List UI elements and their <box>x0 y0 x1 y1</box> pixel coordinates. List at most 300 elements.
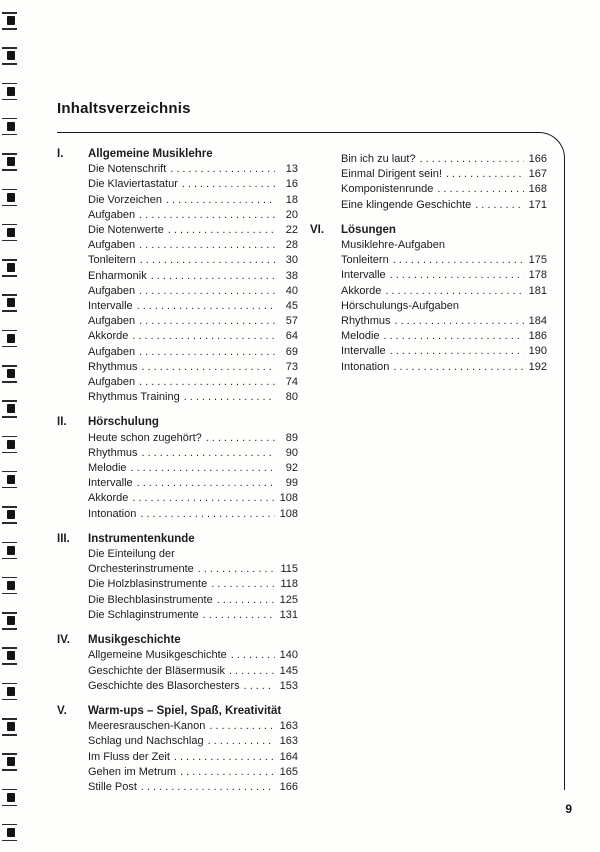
binding-top-line <box>2 824 17 826</box>
binding-wire-knot <box>7 298 15 307</box>
toc-entry <box>57 208 298 223</box>
binding-top-line <box>2 506 17 508</box>
binding-top-line <box>2 683 17 685</box>
dot-leader <box>437 182 524 197</box>
toc-entry <box>57 269 298 284</box>
dot-leader <box>139 238 275 253</box>
section-numeral: IV. <box>57 634 71 647</box>
dot-leader <box>203 608 275 623</box>
entry-page-number: 80 <box>285 391 298 404</box>
entry-page-number: 18 <box>285 193 298 206</box>
entry-page-number: 108 <box>279 492 298 505</box>
binding-wire-knot <box>7 87 15 96</box>
binding-wire-knot <box>7 193 15 202</box>
toc-entry <box>57 431 298 446</box>
dot-leader <box>139 208 275 223</box>
dot-leader <box>132 329 275 344</box>
entry-label: Schlag und Nachschlag <box>88 735 204 748</box>
entry-page-number: 171 <box>528 198 547 211</box>
binding-wire-knot <box>7 334 15 343</box>
section-heading: Instrumentenkunde <box>88 532 195 545</box>
binding-wire-knot <box>7 581 15 590</box>
entry-page-number: 186 <box>528 330 547 343</box>
spiral-binding-mark-icon <box>0 189 22 209</box>
binding-wire-knot <box>7 475 15 484</box>
binding-top-line <box>2 365 17 367</box>
entry-page-number: 13 <box>285 163 298 176</box>
toc-entry <box>57 476 298 491</box>
section-heading-row <box>57 532 298 547</box>
entry-page-number: 163 <box>279 720 298 733</box>
entry-page-number: 90 <box>285 446 298 459</box>
binding-top-line <box>2 612 17 614</box>
entry-label: Melodie <box>88 462 127 475</box>
toc-entry <box>310 360 547 375</box>
binding-bottom-line <box>2 240 17 242</box>
toc-entry <box>57 162 298 177</box>
toc-entry <box>57 299 298 314</box>
entry-page-number: 140 <box>279 649 298 662</box>
binding-bottom-line <box>2 416 17 418</box>
dot-leader <box>140 507 275 522</box>
binding-wire-knot <box>7 510 15 519</box>
binding-top-line <box>2 259 17 261</box>
section-heading: Hörschulung <box>88 416 159 429</box>
dot-leader <box>231 648 275 663</box>
entry-page-number: 16 <box>285 178 298 191</box>
binding-top-line <box>2 47 17 49</box>
binding-top-line <box>2 436 17 438</box>
dot-leader <box>151 269 275 284</box>
binding-top-line <box>2 647 17 649</box>
dot-leader <box>166 193 275 208</box>
spiral-binding-mark-icon <box>0 259 22 279</box>
dot-leader <box>446 167 524 182</box>
entry-page-number: 165 <box>279 765 298 778</box>
toc-entry <box>310 198 547 213</box>
spiral-binding-mark-icon <box>0 753 22 773</box>
toc-entry <box>310 152 547 167</box>
dot-leader <box>142 360 275 375</box>
toc-entry <box>57 193 298 208</box>
dot-leader <box>137 476 275 491</box>
entry-label: Aufgaben <box>88 315 136 328</box>
toc-right-column <box>310 152 547 375</box>
section-numeral: VI. <box>310 223 325 236</box>
dot-leader <box>170 162 275 177</box>
dot-leader <box>208 734 275 749</box>
binding-bottom-line <box>2 593 17 595</box>
binding-top-line <box>2 189 17 191</box>
entry-page-number: 167 <box>528 168 547 181</box>
entry-label: Aufgaben <box>88 376 136 389</box>
entry-label: Aufgaben <box>88 239 136 252</box>
entry-label: Die Vorzeichen <box>88 193 162 206</box>
entry-page-number: 145 <box>279 664 298 677</box>
binding-bottom-line <box>2 310 17 312</box>
binding-bottom-line <box>2 99 17 101</box>
entry-label: Eine klingende Geschichte <box>341 198 472 211</box>
entry-label: Stille Post <box>88 780 137 793</box>
binding-bottom-line <box>2 134 17 136</box>
dot-leader <box>139 375 275 390</box>
binding-wire-knot <box>7 651 15 660</box>
toc-entry <box>57 562 298 577</box>
entry-label: Gehen im Metrum <box>88 765 177 778</box>
entry-label: Tonleitern <box>341 254 389 267</box>
section-heading-row <box>310 223 547 238</box>
dot-leader <box>141 780 275 795</box>
dot-leader <box>131 461 275 476</box>
entry-page-number: 99 <box>285 477 298 490</box>
binding-bottom-line <box>2 381 17 383</box>
binding-wire-knot <box>7 228 15 237</box>
toc-entry <box>57 765 298 780</box>
entry-page-number: 74 <box>285 376 298 389</box>
binding-bottom-line <box>2 452 17 454</box>
toc-entry <box>310 284 547 299</box>
binding-bottom-line <box>2 522 17 524</box>
dot-leader <box>180 765 275 780</box>
toc-entry <box>57 491 298 506</box>
binding-bottom-line <box>2 346 17 348</box>
dot-leader <box>395 314 524 329</box>
entry-page-number: 131 <box>279 608 298 621</box>
entry-label: Intervalle <box>88 477 133 490</box>
dot-leader <box>198 562 275 577</box>
toc-entry <box>57 780 298 795</box>
dot-leader <box>139 284 275 299</box>
toc-section <box>57 633 298 694</box>
entry-page-number: 89 <box>285 431 298 444</box>
binding-wire-knot <box>7 263 15 272</box>
binding-wire-knot <box>7 51 15 60</box>
entry-page-number: 38 <box>285 269 298 282</box>
entry-label: Die Schlaginstrumente <box>88 608 199 621</box>
toc-entry <box>57 446 298 461</box>
section-heading: Lösungen <box>341 223 396 236</box>
dot-leader <box>244 679 275 694</box>
spiral-binding-mark-icon <box>0 471 22 491</box>
spiral-binding-mark-icon <box>0 506 22 526</box>
dot-leader <box>132 491 275 506</box>
entry-page-number: 22 <box>285 224 298 237</box>
binding-top-line <box>2 12 17 14</box>
dot-leader <box>217 593 275 608</box>
binding-bottom-line <box>2 734 17 736</box>
binding-bottom-line <box>2 805 17 807</box>
entry-page-number: 118 <box>280 578 298 591</box>
dot-leader <box>174 750 275 765</box>
spiral-binding-mark-icon <box>0 824 22 844</box>
entry-page-number: 175 <box>528 254 547 267</box>
binding-top-line <box>2 789 17 791</box>
dot-leader <box>211 577 275 592</box>
toc-section <box>310 152 547 213</box>
toc-section <box>57 704 298 795</box>
spiral-binding-mark-icon <box>0 577 22 597</box>
toc-entry <box>57 648 298 663</box>
spiral-binding <box>0 0 24 852</box>
binding-bottom-line <box>2 205 17 207</box>
toc-entry <box>57 461 298 476</box>
entry-page-number: 192 <box>528 360 547 373</box>
entry-label: Melodie <box>341 330 380 343</box>
spiral-binding-mark-icon <box>0 647 22 667</box>
entry-page-number: 166 <box>279 780 298 793</box>
toc-entry <box>57 360 298 375</box>
binding-bottom-line <box>2 558 17 560</box>
entry-label: Heute schon zugehört? <box>88 431 202 444</box>
page-title: Inhaltsverzeichnis <box>57 100 191 117</box>
dot-leader <box>390 268 524 283</box>
dot-leader <box>206 431 275 446</box>
toc-entry <box>57 679 298 694</box>
toc-entry <box>57 375 298 390</box>
entry-label: Die Holzblasinstrumente <box>88 578 208 591</box>
dot-leader <box>393 360 524 375</box>
section-numeral: I. <box>57 148 64 160</box>
entry-label: Rhythmus Training <box>88 391 180 404</box>
toc-entry <box>57 507 298 522</box>
dot-leader <box>420 152 524 167</box>
dot-leader <box>393 253 524 268</box>
dot-leader <box>182 177 275 192</box>
spiral-binding-mark-icon <box>0 12 22 32</box>
entry-page-number: 168 <box>528 183 547 196</box>
binding-bottom-line <box>2 663 17 665</box>
toc-entry <box>310 344 547 359</box>
entry-page-number: 73 <box>285 360 298 373</box>
binding-bottom-line <box>2 628 17 630</box>
toc-section <box>57 532 298 623</box>
binding-wire-knot <box>7 616 15 625</box>
toc-entry <box>57 329 298 344</box>
dot-leader <box>142 446 275 461</box>
binding-top-line <box>2 224 17 226</box>
entry-label: Musiklehre-Aufgaben <box>341 239 445 252</box>
entry-page-number: 57 <box>285 315 298 328</box>
toc-entry <box>310 299 547 314</box>
toc-entry <box>57 577 298 592</box>
spiral-binding-mark-icon <box>0 400 22 420</box>
dot-leader <box>384 329 524 344</box>
toc-entry <box>57 719 298 734</box>
binding-top-line <box>2 330 17 332</box>
spiral-binding-mark-icon <box>0 83 22 103</box>
toc-entry <box>310 253 547 268</box>
toc-entry <box>57 284 298 299</box>
toc-entry <box>310 329 547 344</box>
binding-wire-knot <box>7 369 15 378</box>
spiral-binding-mark-icon <box>0 330 22 350</box>
entry-page-number: 178 <box>528 269 547 282</box>
toc-entry <box>57 314 298 329</box>
section-numeral: III. <box>57 532 70 545</box>
section-numeral: II. <box>57 416 67 429</box>
entry-label: Enharmonik <box>88 269 147 282</box>
binding-wire-knot <box>7 404 15 413</box>
entry-label: Intervalle <box>341 269 386 282</box>
entry-label: Bin ich zu laut? <box>341 153 416 165</box>
dot-leader <box>390 344 524 359</box>
binding-wire-knot <box>7 122 15 131</box>
dot-leader <box>139 345 275 360</box>
toc-entry <box>57 664 298 679</box>
entry-label: Rhythmus <box>88 360 138 373</box>
binding-bottom-line <box>2 840 17 842</box>
entry-page-number: 190 <box>528 345 547 358</box>
binding-wire-knot <box>7 16 15 25</box>
binding-bottom-line <box>2 28 17 30</box>
binding-wire-knot <box>7 828 15 837</box>
spiral-binding-mark-icon <box>0 294 22 314</box>
entry-page-number: 115 <box>280 563 298 576</box>
entry-label: Die Klaviertastatur <box>88 178 178 191</box>
binding-wire-knot <box>7 546 15 555</box>
entry-page-number: 64 <box>285 330 298 343</box>
binding-wire-knot <box>7 440 15 449</box>
entry-page-number: 164 <box>279 750 298 763</box>
dot-leader <box>168 223 275 238</box>
entry-label: Die Notenschrift <box>88 163 167 176</box>
spiral-binding-mark-icon <box>0 436 22 456</box>
toc-entry <box>310 268 547 283</box>
binding-bottom-line <box>2 699 17 701</box>
entry-page-number: 45 <box>285 300 298 313</box>
section-heading: Warm-ups – Spiel, Spaß, Kreativität <box>88 704 282 717</box>
binding-bottom-line <box>2 169 17 171</box>
entry-label: Geschichte des Blasorchesters <box>88 679 240 692</box>
dot-leader <box>140 253 275 268</box>
entry-label: Intervalle <box>341 345 386 358</box>
entry-page-number: 108 <box>279 507 298 520</box>
entry-label: Orchesterinstrumente <box>88 563 194 576</box>
binding-top-line <box>2 577 17 579</box>
toc-entry <box>57 608 298 623</box>
entry-label: Allgemeine Musikgeschichte <box>88 649 227 662</box>
entry-label: Intonation <box>341 360 390 373</box>
spiral-binding-mark-icon <box>0 683 22 703</box>
binding-wire-knot <box>7 687 15 696</box>
entry-page-number: 166 <box>528 153 547 165</box>
entry-label: Rhythmus <box>341 315 391 328</box>
toc-entry <box>57 750 298 765</box>
entry-label: Intonation <box>88 507 137 520</box>
toc-entry <box>310 238 547 253</box>
entry-page-number: 28 <box>285 239 298 252</box>
toc-entry <box>57 223 298 238</box>
entry-page-number: 125 <box>279 593 298 606</box>
dot-leader <box>475 198 524 213</box>
spiral-binding-mark-icon <box>0 47 22 67</box>
entry-label: Die Blechblasinstrumente <box>88 593 213 606</box>
section-heading-row <box>57 147 298 162</box>
section-heading-row <box>57 633 298 648</box>
binding-bottom-line <box>2 487 17 489</box>
entry-label: Meeresrauschen-Kanon <box>88 720 206 733</box>
toc-entry <box>57 547 298 562</box>
spiral-binding-mark-icon <box>0 789 22 809</box>
spiral-binding-mark-icon <box>0 118 22 138</box>
section-heading-row <box>57 415 298 430</box>
binding-top-line <box>2 118 17 120</box>
binding-top-line <box>2 153 17 155</box>
entry-label: Die Notenwerte <box>88 224 164 237</box>
toc-entry <box>57 390 298 405</box>
entry-page-number: 92 <box>285 462 298 475</box>
section-numeral: V. <box>57 704 67 717</box>
toc-entry <box>57 177 298 192</box>
binding-bottom-line <box>2 275 17 277</box>
binding-top-line <box>2 294 17 296</box>
entry-label: Aufgaben <box>88 284 136 297</box>
binding-top-line <box>2 718 17 720</box>
entry-label: Aufgaben <box>88 208 136 221</box>
dot-leader <box>229 664 275 679</box>
dot-leader <box>184 390 275 405</box>
toc-section <box>57 147 298 405</box>
entry-page-number: 163 <box>279 735 298 748</box>
entry-label: Akkorde <box>88 492 129 505</box>
toc-entry <box>310 167 547 182</box>
entry-label: Hörschulungs-Aufgaben <box>341 299 460 312</box>
dot-leader <box>209 719 275 734</box>
entry-label: Intervalle <box>88 300 133 313</box>
entry-label: Akkorde <box>88 330 129 343</box>
binding-top-line <box>2 471 17 473</box>
entry-page-number: 153 <box>279 679 298 692</box>
spiral-binding-mark-icon <box>0 153 22 173</box>
spiral-binding-mark-icon <box>0 542 22 562</box>
entry-label: Einmal Dirigent sein! <box>341 168 442 181</box>
toc-entry <box>57 734 298 749</box>
toc-section <box>57 415 298 521</box>
spiral-binding-mark-icon <box>0 718 22 738</box>
binding-top-line <box>2 542 17 544</box>
entry-label: Aufgaben <box>88 345 136 358</box>
section-heading: Allgemeine Musiklehre <box>88 148 213 160</box>
toc-entry <box>57 345 298 360</box>
entry-label: Geschichte der Bläsermusik <box>88 664 225 677</box>
spiral-binding-mark-icon <box>0 224 22 244</box>
binding-wire-knot <box>7 793 15 802</box>
binding-bottom-line <box>2 769 17 771</box>
binding-wire-knot <box>7 722 15 731</box>
entry-label: Rhythmus <box>88 446 138 459</box>
dot-leader <box>137 299 275 314</box>
toc-section <box>310 223 547 375</box>
spiral-binding-mark-icon <box>0 612 22 632</box>
section-heading-row <box>57 704 298 719</box>
entry-label: Die Einteilung der <box>88 548 175 561</box>
entry-label: Akkorde <box>341 284 382 297</box>
binding-top-line <box>2 83 17 85</box>
entry-page-number: 30 <box>285 254 298 267</box>
toc-left-column <box>57 147 298 795</box>
toc-entry <box>57 253 298 268</box>
toc-entry <box>310 182 547 197</box>
binding-wire-knot <box>7 157 15 166</box>
dot-leader <box>139 314 275 329</box>
toc-entry <box>57 238 298 253</box>
binding-top-line <box>2 753 17 755</box>
entry-page-number: 181 <box>528 284 547 297</box>
spiral-binding-mark-icon <box>0 365 22 385</box>
entry-page-number: 184 <box>528 315 547 328</box>
binding-bottom-line <box>2 63 17 65</box>
entry-label: Tonleitern <box>88 254 136 267</box>
